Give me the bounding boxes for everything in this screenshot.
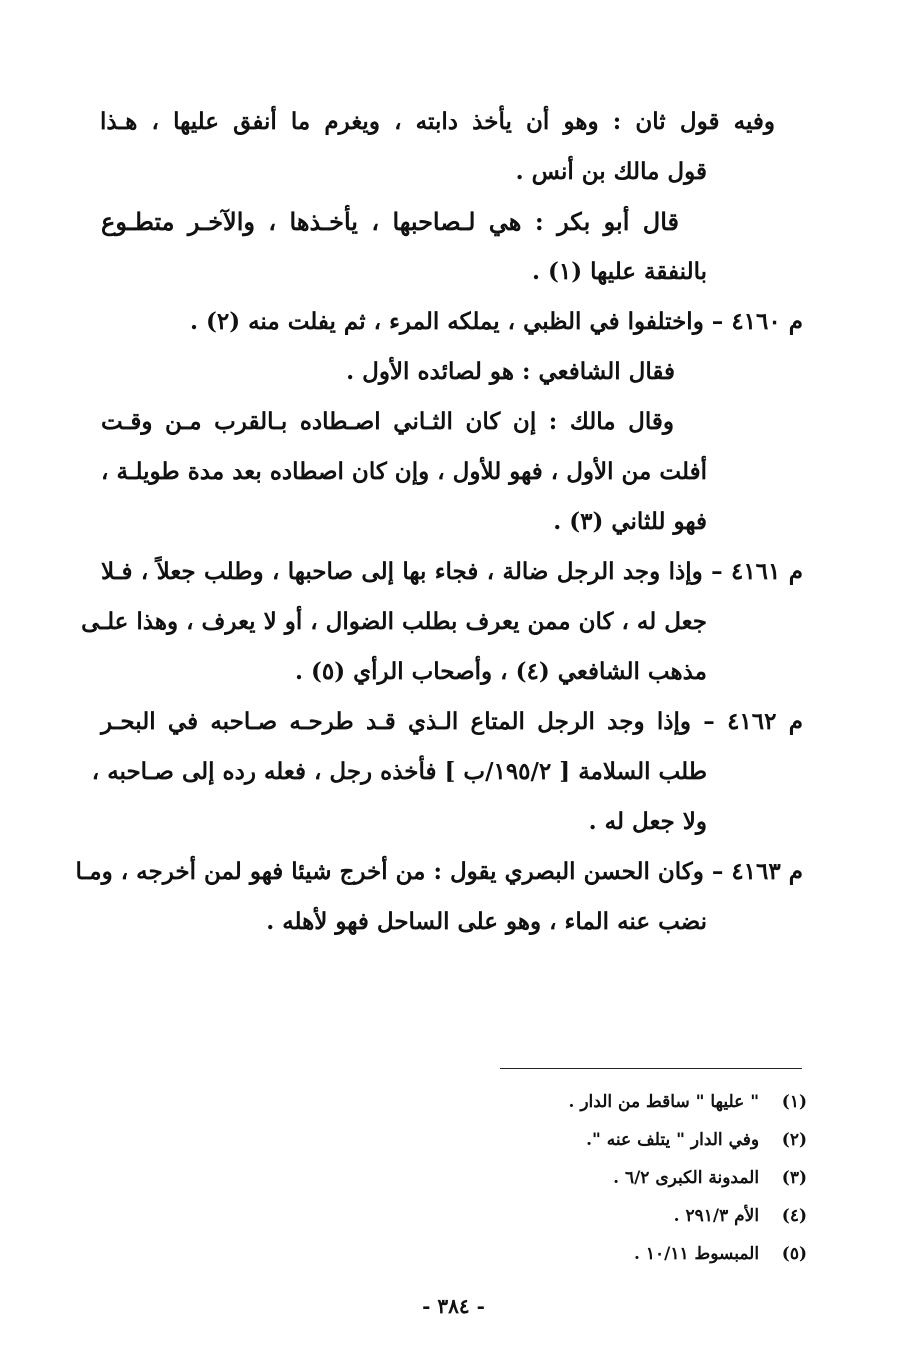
footnote-separator [500,1068,802,1069]
footnote-number: (٣) [781,1168,807,1188]
text-line-15: ولا جعل له . [588,808,707,835]
footnote-text: وفي الدار " يتلف عنه ". [586,1130,760,1150]
footnote-text: " عليها " ساقط من الدار . [568,1092,760,1112]
footnote-4 [674,1206,807,1226]
footnote-number: (١) [781,1092,807,1112]
text-line-12: مذهب الشافعي (٤) ، وأصحاب الرأي (٥) . [294,658,707,685]
text-line-1: وفيه قول ثان : وهو أن يأخذ دابته ، ويغرم ما أنفق عليها ، هـذا [100,108,775,135]
text-line-17: نضب عنه الماء ، وهو على الساحل فهو لأهله . [266,908,707,935]
text-line-3: قال أبو بكر : هي لـصاحبها ، يأخـذها ، والآخـر متطـوع [101,207,679,236]
footnote-text: المدونة الكبرى ٦/٢ . [613,1168,760,1188]
footnote-number: (٢) [781,1130,807,1150]
text-line-6: فقال الشافعي : هو لصائده الأول . [346,358,675,385]
footnote-text: الأم ٢٩١/٣ . [673,1206,760,1226]
text-line-16: م ٤١٦٣ – وكان الحسن البصري يقول : من أخرج شيئا فهو لمن أخرجه ، ومـا [75,858,803,885]
text-line-2: قول مالك بن أنس . [515,158,707,185]
footnote-2 [586,1130,807,1150]
footnote-1 [569,1092,807,1112]
text-line-5: م ٤١٦٠ – واختلفوا في الظبي ، يملكه المرء ، ثم يفلت منه (٢) . [189,308,803,335]
text-line-7: وقال مالك : إن كان الثـاني اصـطاده بـالقرب مـن وقـت [101,408,674,435]
text-line-10: م ٤١٦١ – وإذا وجد الرجل ضالة ، فجاء بها إلى صاحبها ، وطلب جعلاً ، فـلا [101,558,803,585]
footnote-text: المبسوط ١٠/١١ . [634,1244,760,1264]
text-line-9: فهو للثاني (٣) . [553,508,707,535]
text-line-4: بالنفقة عليها (١) . [531,258,707,285]
footnote-5 [634,1244,807,1264]
page-number: - ٣٨٤ - [422,1294,485,1318]
footnote-3 [613,1168,807,1188]
text-line-11: جعل له ، كان ممن يعرف بطلب الضوال ، أو لا يعرف ، وهذا علـى [81,608,707,635]
text-line-13: م ٤١٦٢ – وإذا وجد الرجل المتاع الـذي قـد طرحـه صـاحبه في البحـر [101,708,804,735]
footnote-number: (٤) [781,1206,807,1226]
text-line-8: أفلت من الأول ، فهو للأول ، وإن كان اصطاده بعد مدة طويلـة ، [101,458,707,485]
footnote-number: (٥) [781,1244,807,1264]
text-line-14: طلب السلامة [ ١٩٥/٢/ب ] فأخذه رجل ، فعله رده إلى صـاحبه ، [91,758,707,785]
